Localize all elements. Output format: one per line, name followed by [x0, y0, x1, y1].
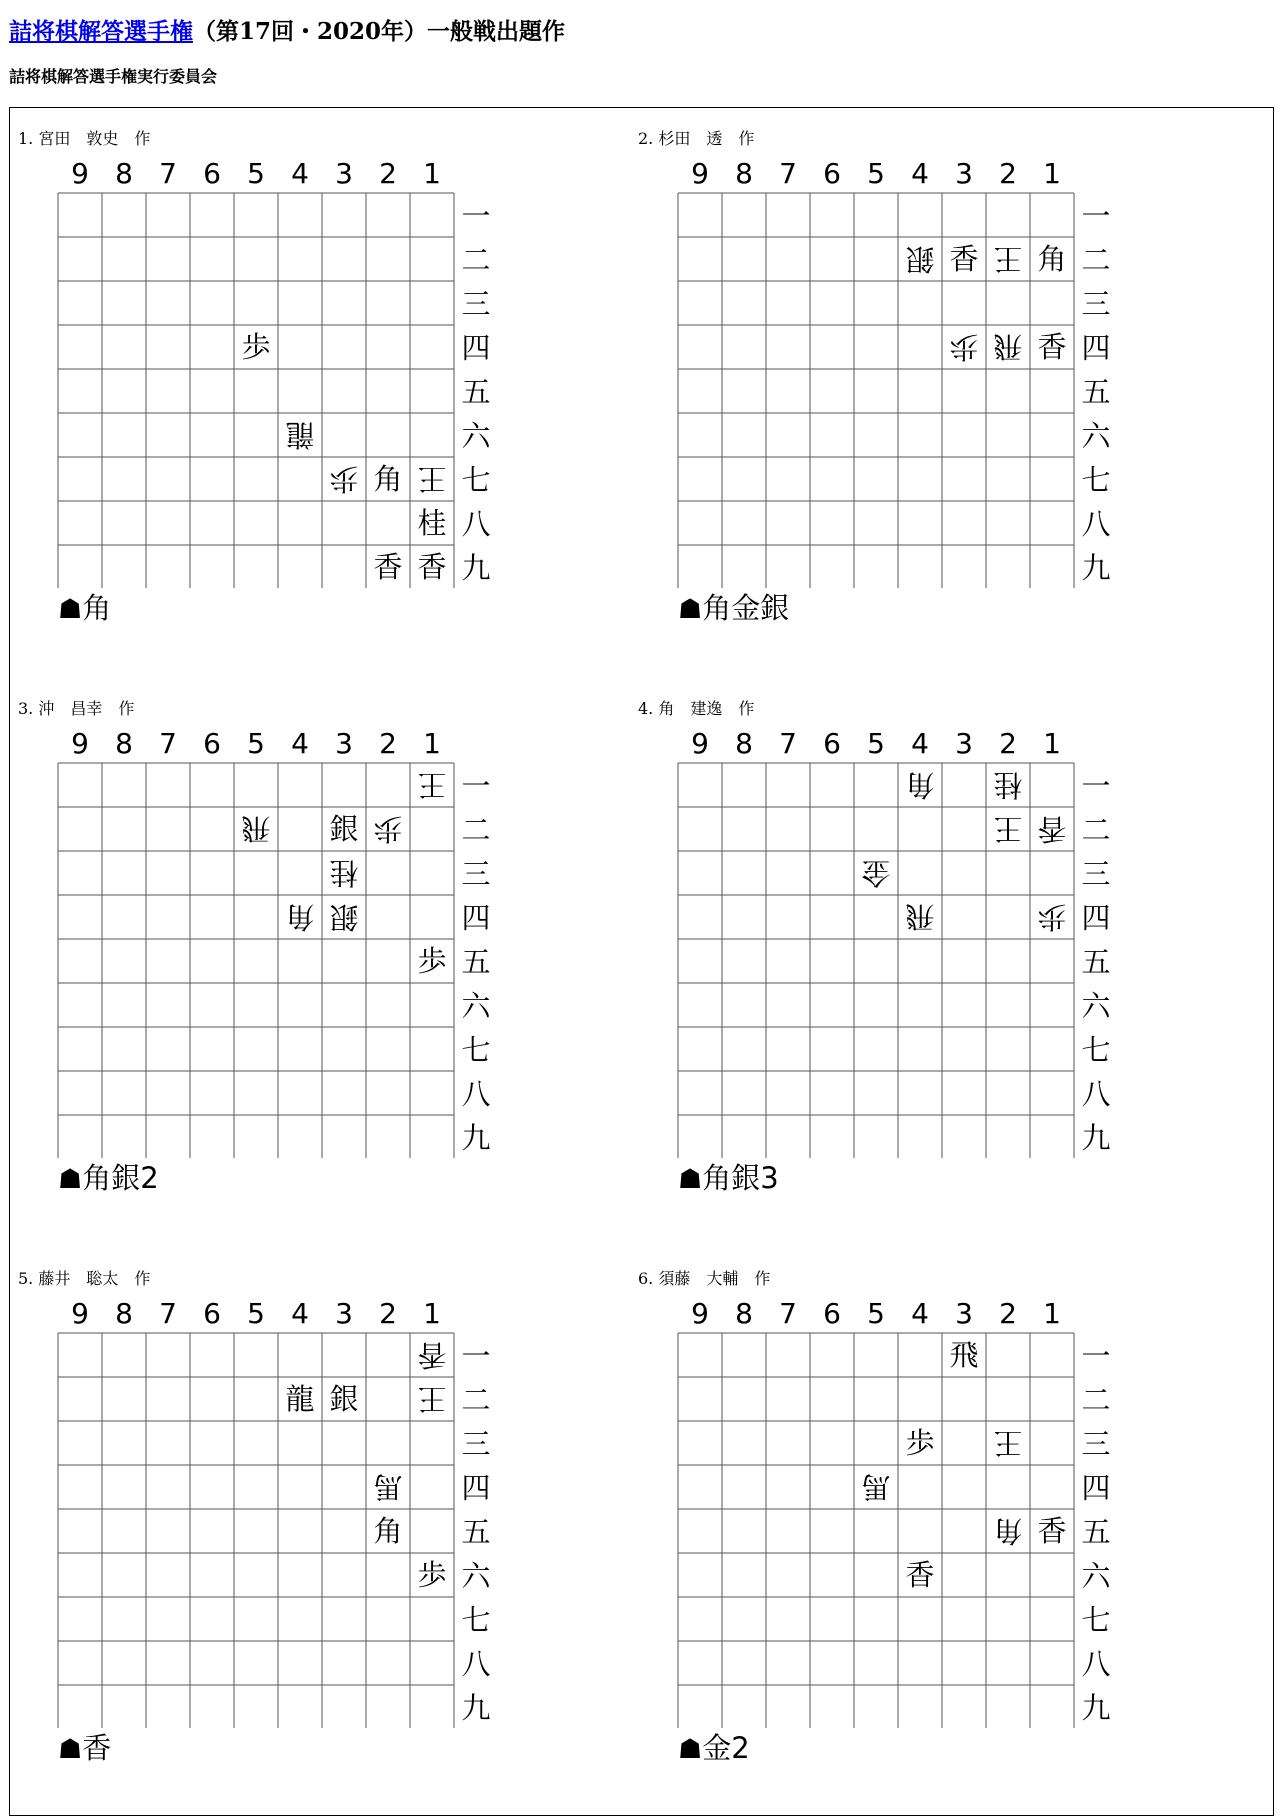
rank-label: 四	[1081, 1471, 1111, 1505]
shogi-board	[630, 108, 1190, 588]
gote-piece: 角	[905, 768, 935, 802]
sente-mark-icon: ☗	[678, 594, 703, 625]
rank-label: 二	[461, 813, 491, 847]
gote-piece: 馬	[373, 1470, 403, 1504]
problem-1	[10, 108, 570, 648]
hand-pieces: 角金銀	[702, 591, 790, 625]
file-label: 1	[1043, 727, 1061, 760]
rank-label: 七	[461, 1033, 491, 1067]
shogi-board	[630, 1248, 1190, 1728]
file-label: 7	[779, 157, 797, 190]
pieces-in-hand	[678, 588, 789, 630]
gote-piece: 王	[993, 812, 1023, 846]
rank-label: 一	[1081, 1339, 1111, 1373]
sente-piece: 香	[373, 550, 403, 584]
gote-piece: 王	[417, 1382, 447, 1416]
file-label: 4	[291, 1297, 309, 1330]
file-label: 5	[867, 727, 885, 760]
gote-piece: 王	[417, 768, 447, 802]
rank-label: 四	[461, 901, 491, 935]
rank-label: 五	[461, 375, 491, 409]
pieces-in-hand	[678, 1158, 779, 1200]
rank-label: 六	[461, 1559, 491, 1593]
file-label: 3	[955, 727, 973, 760]
file-label: 1	[423, 157, 441, 190]
gote-piece: 飛	[993, 330, 1023, 364]
gote-piece: 馬	[861, 1470, 891, 1504]
file-label: 4	[911, 727, 929, 760]
file-label: 6	[823, 157, 841, 190]
file-label: 6	[823, 727, 841, 760]
rank-label: 八	[461, 507, 491, 541]
hand-pieces: 角銀2	[82, 1161, 159, 1195]
problem-title: 1. 宮田 敦史 作	[18, 129, 151, 148]
problem-title: 6. 須藤 大輔 作	[638, 1269, 771, 1288]
gote-piece: 歩	[949, 330, 979, 364]
rank-label: 八	[1081, 1647, 1111, 1681]
sente-mark-icon: ☗	[58, 1164, 83, 1195]
file-label: 9	[691, 727, 709, 760]
gote-piece: 銀	[329, 900, 359, 934]
rank-label: 二	[1081, 813, 1111, 847]
file-label: 1	[1043, 1297, 1061, 1330]
rank-label: 七	[1081, 1033, 1111, 1067]
title-link[interactable]: 詰将棋解答選手権	[9, 18, 193, 45]
problems-frame	[9, 107, 1274, 1816]
rank-label: 九	[1081, 1121, 1111, 1155]
rank-label: 五	[1081, 1515, 1111, 1549]
rank-label: 三	[461, 1427, 491, 1461]
file-label: 3	[335, 157, 353, 190]
problem-title: 5. 藤井 聡太 作	[18, 1269, 151, 1288]
sente-piece: 角	[373, 1514, 403, 1548]
gote-piece: 金	[861, 856, 891, 890]
sente-piece: 龍	[285, 1382, 315, 1416]
rank-label: 七	[1081, 1603, 1111, 1637]
sente-mark-icon: ☗	[58, 594, 83, 625]
rank-label: 八	[461, 1647, 491, 1681]
rank-label: 七	[461, 463, 491, 497]
title-suffix: （第17回・2020年）一般戦出題作	[193, 18, 566, 45]
file-label: 8	[735, 1297, 753, 1330]
gote-piece: 歩	[329, 462, 359, 496]
file-label: 4	[911, 1297, 929, 1330]
file-label: 2	[999, 157, 1017, 190]
page-title	[9, 14, 565, 50]
file-label: 7	[159, 727, 177, 760]
sente-piece: 桂	[417, 506, 447, 540]
problem-title: 3. 沖 昌幸 作	[18, 699, 135, 718]
sente-piece: 香	[1037, 1514, 1067, 1548]
rank-label: 五	[1081, 375, 1111, 409]
gote-piece: 桂	[993, 768, 1023, 802]
file-label: 8	[735, 157, 753, 190]
file-label: 3	[955, 157, 973, 190]
file-label: 8	[735, 727, 753, 760]
pieces-in-hand	[58, 1728, 111, 1770]
file-label: 8	[115, 157, 133, 190]
file-label: 3	[335, 727, 353, 760]
file-label: 5	[247, 157, 265, 190]
rank-label: 一	[461, 199, 491, 233]
rank-label: 四	[461, 331, 491, 365]
sente-piece: 歩	[241, 330, 271, 364]
problem-title: 4. 角 建逸 作	[638, 699, 755, 718]
problem-5	[10, 1248, 570, 1788]
gote-piece: 飛	[241, 812, 271, 846]
rank-label: 六	[1081, 989, 1111, 1023]
sente-piece: 香	[905, 1558, 935, 1592]
sente-piece: 銀	[329, 1382, 359, 1416]
sente-piece: 飛	[949, 1338, 979, 1372]
file-label: 6	[823, 1297, 841, 1330]
rank-label: 五	[1081, 945, 1111, 979]
rank-label: 六	[461, 419, 491, 453]
rank-label: 六	[461, 989, 491, 1023]
file-label: 7	[779, 727, 797, 760]
file-label: 3	[955, 1297, 973, 1330]
shogi-board	[630, 678, 1190, 1158]
file-label: 5	[867, 1297, 885, 1330]
file-label: 2	[999, 727, 1017, 760]
file-label: 2	[999, 1297, 1017, 1330]
sente-mark-icon: ☗	[678, 1164, 703, 1195]
problem-3	[10, 678, 570, 1218]
rank-label: 三	[1081, 287, 1111, 321]
sente-piece: 銀	[329, 812, 359, 846]
sente-piece: 香	[949, 242, 979, 276]
problem-title: 2. 杉田 透 作	[638, 129, 755, 148]
rank-label: 八	[1081, 507, 1111, 541]
gote-piece: 飛	[905, 900, 935, 934]
rank-label: 一	[1081, 199, 1111, 233]
rank-label: 九	[1081, 551, 1111, 585]
sente-piece: 歩	[417, 1558, 447, 1592]
rank-label: 七	[1081, 463, 1111, 497]
gote-piece: 銀	[905, 242, 935, 276]
rank-label: 四	[1081, 901, 1111, 935]
rank-label: 二	[461, 243, 491, 277]
pieces-in-hand	[58, 1158, 159, 1200]
rank-label: 八	[1081, 1077, 1111, 1111]
sente-mark-icon: ☗	[58, 1734, 83, 1765]
page-subtitle: 詰将棋解答選手権実行委員会	[9, 67, 218, 86]
file-label: 8	[115, 727, 133, 760]
file-label: 6	[203, 157, 221, 190]
hand-pieces: 金2	[702, 1731, 750, 1765]
rank-label: 六	[1081, 419, 1111, 453]
file-label: 9	[71, 157, 89, 190]
sente-piece: 香	[1037, 330, 1067, 364]
pieces-in-hand	[58, 588, 111, 630]
rank-label: 三	[461, 287, 491, 321]
file-label: 2	[379, 727, 397, 760]
hand-pieces: 角	[82, 591, 112, 625]
file-label: 1	[423, 1297, 441, 1330]
rank-label: 五	[461, 945, 491, 979]
sente-mark-icon: ☗	[678, 1734, 703, 1765]
file-label: 7	[159, 1297, 177, 1330]
file-label: 8	[115, 1297, 133, 1330]
rank-label: 八	[461, 1077, 491, 1111]
file-label: 6	[203, 727, 221, 760]
rank-label: 二	[1081, 1383, 1111, 1417]
file-label: 7	[779, 1297, 797, 1330]
rank-label: 二	[1081, 243, 1111, 277]
rank-label: 四	[461, 1471, 491, 1505]
gote-piece: 龍	[285, 418, 315, 452]
file-label: 4	[911, 157, 929, 190]
file-label: 4	[291, 157, 309, 190]
file-label: 7	[159, 157, 177, 190]
gote-piece: 王	[993, 1426, 1023, 1460]
rank-label: 一	[1081, 769, 1111, 803]
gote-piece: 王	[417, 462, 447, 496]
sente-piece: 香	[417, 550, 447, 584]
rank-label: 六	[1081, 1559, 1111, 1593]
gote-piece: 角	[993, 1514, 1023, 1548]
rank-label: 九	[461, 1691, 491, 1725]
file-label: 9	[71, 1297, 89, 1330]
file-label: 2	[379, 1297, 397, 1330]
file-label: 1	[1043, 157, 1061, 190]
sente-piece: 角	[373, 462, 403, 496]
file-label: 9	[71, 727, 89, 760]
shogi-board	[10, 678, 570, 1158]
rank-label: 三	[1081, 1427, 1111, 1461]
gote-piece: 角	[285, 900, 315, 934]
file-label: 2	[379, 157, 397, 190]
rank-label: 四	[1081, 331, 1111, 365]
file-label: 5	[247, 1297, 265, 1330]
rank-label: 二	[461, 1383, 491, 1417]
file-label: 5	[867, 157, 885, 190]
gote-piece: 桂	[329, 856, 359, 890]
problem-2	[630, 108, 1190, 648]
shogi-board	[10, 1248, 570, 1728]
hand-pieces: 香	[82, 1731, 112, 1765]
rank-label: 九	[461, 551, 491, 585]
rank-label: 一	[461, 1339, 491, 1373]
file-label: 3	[335, 1297, 353, 1330]
shogi-board	[10, 108, 570, 588]
rank-label: 九	[1081, 1691, 1111, 1725]
problem-4	[630, 678, 1190, 1218]
sente-piece: 角	[1037, 242, 1067, 276]
rank-label: 五	[461, 1515, 491, 1549]
file-label: 1	[423, 727, 441, 760]
pieces-in-hand	[678, 1728, 750, 1770]
file-label: 6	[203, 1297, 221, 1330]
file-label: 9	[691, 1297, 709, 1330]
hand-pieces: 角銀3	[702, 1161, 779, 1195]
file-label: 4	[291, 727, 309, 760]
rank-label: 九	[461, 1121, 491, 1155]
file-label: 5	[247, 727, 265, 760]
sente-piece: 歩	[417, 944, 447, 978]
sente-piece: 歩	[905, 1426, 935, 1460]
gote-piece: 王	[993, 242, 1023, 276]
rank-label: 三	[461, 857, 491, 891]
file-label: 9	[691, 157, 709, 190]
gote-piece: 歩	[373, 812, 403, 846]
gote-piece: 香	[1037, 812, 1067, 846]
gote-piece: 香	[417, 1338, 447, 1372]
problem-6	[630, 1248, 1190, 1788]
rank-label: 七	[461, 1603, 491, 1637]
rank-label: 三	[1081, 857, 1111, 891]
rank-label: 一	[461, 769, 491, 803]
gote-piece: 歩	[1037, 900, 1067, 934]
